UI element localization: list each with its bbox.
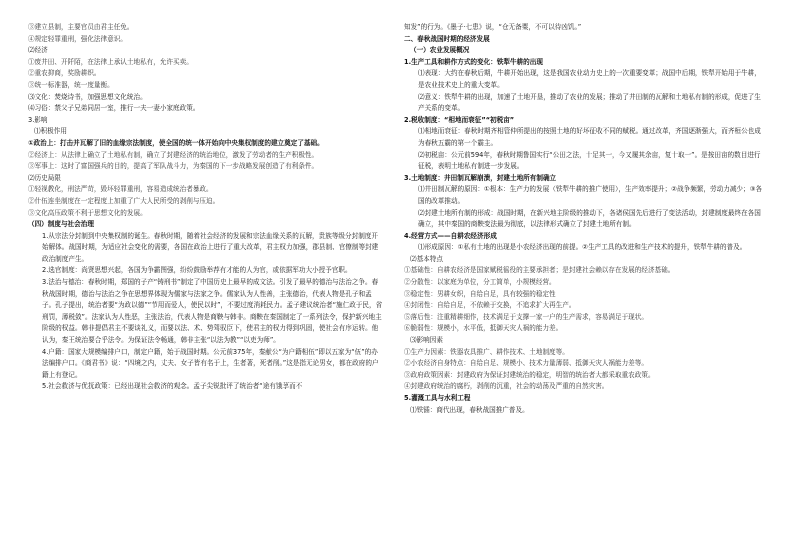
paragraph: ⑴井田制瓦解的原因：①根本：生产力的发展（铁犁牛耕的推广使用），生产效率提升；②战争频繁，劳动力减少；③各国的改革推动。 [418, 185, 763, 205]
paragraph: 1.从宗法分封制到中央集权制的诞生。春秋时期，随着社会经济的发展和宗法血缘关系的瓦解，贵族等级分封制度开始解体。战国时期，为适应社会变化的需要，各国在政治上进行了重大改革，君主权力加强，郡县制、官僚制等封建政治制度产生。 [42, 231, 379, 263]
text-line: ④封建政府统治的腐朽，剥削的沉重，社会的动荡及严重的自然灾害。 [404, 382, 609, 391]
text-line: ②重农抑商，奖励耕织。 [28, 69, 101, 78]
right-column [404, 22, 766, 554]
subheading: 5.灌溉工具与水利工程 [404, 394, 471, 402]
section-heading: 3.影响 [28, 115, 48, 124]
text-line: ②什伍连坐制度在一定程度上加重了广大人民所受的剥削与压迫。 [28, 196, 220, 205]
column-divider [394, 24, 395, 544]
text-line: ③文化高压政策不利于思想文化的发展。 [28, 208, 147, 217]
text-line: ⑥脆弱性：规模小，水平低，抵御天灾人祸的能力差。 [404, 324, 563, 333]
paragraph: ⑵封建土地所有制的形成：战国时期，在新兴地主阶级的推动下，各诸侯国先后进行了变法活动，封建制度最终在各国确立，其中秦国的商鞅变法最为彻底，以法律形式确立了封建土地所有制。 [418, 208, 761, 229]
text-line: ④规定轻罪重刑，强化法律意识。 [28, 34, 127, 43]
subheading: ⑴积极作用 [34, 127, 67, 136]
subheading: ⑵历史局限 [28, 173, 61, 182]
text-line: ②分散性：以家庭为单位，分工简单，小规模经营。 [404, 278, 556, 287]
text-line: ③政府政策因素：封建政府为保证封建统治的稳定，明智的统治者大都采取重农政策。 [404, 370, 655, 379]
paragraph: ⑴形成原因：①私有土地的出现是小农经济出现的前提。②生产工具的改进和生产技术的提升，铁犁牛耕的普及。 [418, 243, 747, 252]
text-line: ②经济上：从法律上确立了土地私有制，确立了封建经济的统治地位，激发了劳动者的生产积极性。 [28, 150, 319, 159]
paragraph: 4.户籍：国家大规模编排户口，制定户籍，始于战国时期。公元前375年，秦献公“为户籍相伍”即以五家为“伍”的办法编排户口。《商君书》说：“四境之内，丈夫、女子皆有名于上，生者著，死者削。”这是指无论男女，都在政府的户籍上有登记。 [42, 347, 379, 379]
text-line: ③建立县制，主要官员由君主任免。 [28, 23, 134, 31]
paragraph: ①政治上：打击并瓦解了旧的血缘宗法制度，使全国的统一体开始向中央集权制度的建立奠定了基础。 [28, 138, 324, 147]
paragraph: ⑴相地而衰征：春秋时期齐相管仲所提出的按照土地的好坏征收不同的赋税。通过改革，齐国逐渐强大，而齐桓公也成为春秋五霸的第一个霸主。 [418, 127, 761, 147]
left-column [28, 22, 384, 554]
paragraph: ⑵初税亩：公元前594年，春秋时期鲁国实行“公田之法，十足其一，今又履其余亩，复十取一”。是按田亩的数目进行征税，表明土地私有制进一步发展。 [418, 150, 761, 171]
text-line: ①生产力因素：铁器农具推广、耕作技术、土地制度等。 [404, 347, 569, 356]
subheading: 2.税收制度：“相地而衰征”“初税亩” [404, 115, 515, 124]
subheading: 1.生产工具和耕作方式的变化：铁犁牛耕的出现 [404, 57, 543, 66]
paragraph: 3.法治与德治：春秋时期，郑国的子产“铸刑书”制定了中国历史上最早的成文法。引发了最早的德治与法治之争。春秋战国时期，德治与法治之争在思想界体现为儒家与法家之争。儒家认为人性善，主张德治，代表人物是孔子和孟子。孔子提出，统治者要“为政以德”“节用而爱人，使民以时”，不要过度消耗民力。孟子建议统治者“施仁政于民，省刑罚，薄税敛”。法家认为人性恶，主张法治，代表人物是商鞅与韩非。商鞅在秦国制定了一系列法令，保护新兴地主阶级的权益。韩非提倡君主不要谈礼义，而要以法、术、势驾驭臣下，使君主的权力得到巩固，使社会有序运转。他认为，秦王统治要合乎法令。为保证法令畅通，韩非主张“以法为教”“以吏为师”。 [42, 278, 383, 345]
section-heading: 二、春秋战国时期的经济发展 [404, 34, 490, 43]
text-line: ③统一标准器，统一度量衡。 [28, 80, 114, 89]
text-line: ⑴铁锸：商代出现，春秋战国推广普及。 [410, 405, 529, 414]
subheading: （一）农业发展概况 [410, 46, 470, 55]
section-heading: （四）制度与社会治理 [28, 220, 94, 229]
text-line: ③军事上：这时了富国强兵的目的，提高了军队战斗力，为秦国的下一步战略发展创造了有利条件。 [28, 162, 319, 171]
text-line: 知发”的行为。《墨子·七患》说，“仓无备粟，不可以待凶饥。” [404, 23, 582, 31]
subheading: 4.经营方式——自耕农经济形成 [404, 231, 497, 240]
subheading: ⑵基本特点 [410, 254, 443, 263]
text-line: ①废井田、开阡陌，在法律上承认土地私有，允许买卖。 [28, 57, 193, 66]
text-line: ②小农经济自身特点：自给自足、规模小、技术力量薄弱、抵御天灾人祸能力差等。 [404, 359, 648, 368]
text-line: ④封闭性：自给自足，不依赖于交换，不追求扩大再生产。 [404, 301, 576, 310]
text-line: ③稳定性：男耕女织，自给自足，具有较强的稳定性 [404, 289, 556, 298]
text-line: ①基础性：自耕农经济是国家赋税徭役的主要承担者；是封建社会赖以存在发展的经济基础。 [404, 266, 675, 275]
subheading: ⑶影响因素 [410, 336, 443, 345]
text-line: ⑶文化：焚烧诗书，加强思想文化统治。 [28, 92, 147, 101]
paragraph: ⑴表现：大约在春秋后期，牛耕开始出现，这是我国农业动力史上的一次重要变革；战国中后期，铁犁开始用于牛耕，是农业技术史上的重大变革。 [418, 69, 761, 89]
paragraph: ⑵意义：铁犁牛耕的出现，加速了土地开垦，推动了农业的发展；推动了井田制的瓦解和土地私有制的形成，促进了生产关系的变革。 [418, 92, 761, 113]
subheading: 3.土地制度：井田制瓦解崩溃，封建土地所有制确立 [404, 173, 557, 182]
text-line: ⑤落后性：注重精耕细作，技术满足于支撑一家一户的生产需求，容易满足于现状。 [404, 312, 648, 321]
text-line: ⑷习俗：禁父子兄弟同居一室，推行一夫一妻小家庭政策。 [28, 104, 200, 113]
subheading: ⑵经济 [28, 46, 48, 55]
paragraph: 5.社会救济与优抚政策：已经出现社会救济的观念。孟子尖锐批评了统治者“途有饿莩而不 [42, 382, 303, 391]
text-line: ①轻视教化，刑法严苛，毁坏轻罪重刑，容易造成统治者暴政。 [28, 185, 213, 194]
paragraph: 2.选官制度：尚贤思想兴起，各国为争霸图强，纷纷鼓励举荐有才能的人为官，或依据军功大小授予官职。 [42, 266, 352, 275]
